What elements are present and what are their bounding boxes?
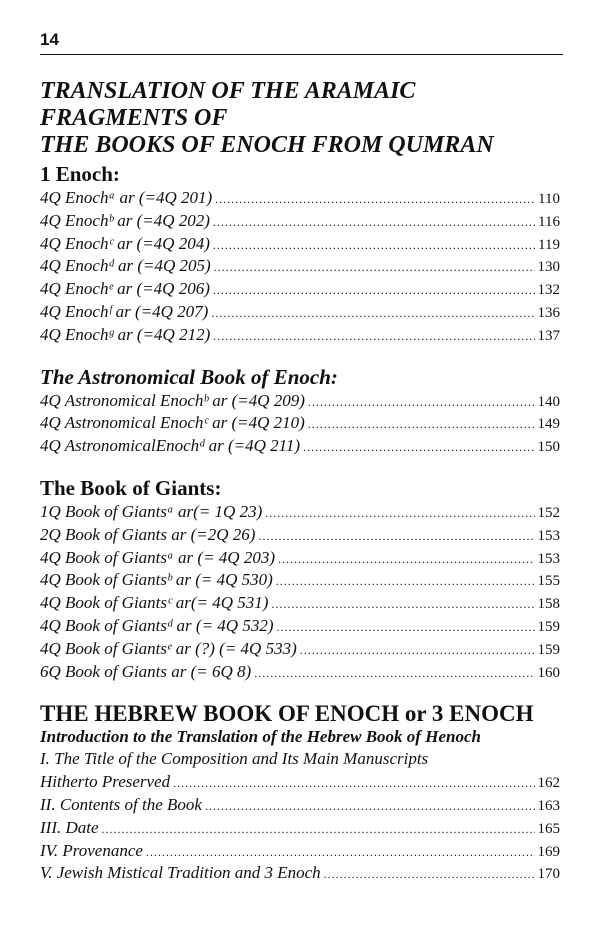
toc-entry-title: 4Q Enochᵈ ar (=4Q 205) [40,256,211,276]
toc-entry [40,794,560,817]
toc-entry-title: 4Q Enochᶠ ar (=4Q 207) [40,301,209,321]
toc-entry [40,501,560,524]
section-list-giants [40,501,560,683]
toc-entry [40,547,560,570]
dot-leader [205,795,535,818]
toc-entry-page: 153 [537,527,560,544]
toc-entry-page: 130 [537,259,560,276]
entry-first-line: I. The Title of the Composition and Its Main Manuscripts [40,749,429,769]
dot-leader [265,502,534,525]
toc-entry-title: 4Q Book of Giantsᵇ ar (= 4Q 530) [40,570,273,590]
toc-entry [40,817,560,840]
toc-entry-title: 4Q Enochᵇ ar (=4Q 202) [40,210,210,230]
toc-entry-page: 170 [537,866,560,883]
toc-entry [40,412,560,435]
toc-entry-page: 119 [538,236,560,253]
toc-entry-title: Hitherto Preserved [40,772,171,792]
toc-entry-title: 4Q Book of Giantsᵈ ar (= 4Q 532) [40,615,274,635]
toc-entry-title: III. Date [40,817,99,837]
dot-leader [308,391,535,414]
toc-content [40,78,560,885]
toc-entry-page: 160 [537,664,560,681]
dot-leader [213,279,535,302]
toc-entry [40,615,560,638]
toc-entry-title: 4Q Enochᶜ ar (=4Q 204) [40,233,210,253]
section-heading-giants: The Book of Giants: [40,475,222,500]
toc-entry-title: 2Q Book of Giants ar (=2Q 26) [40,524,256,544]
dot-leader [146,841,535,864]
toc-entry-page: 116 [538,213,560,230]
toc-entry-title: II. Contents of the Book [40,794,202,814]
toc-entry [40,301,560,324]
toc-entry [40,840,560,863]
toc-entry [40,524,560,547]
dot-leader [300,639,535,662]
toc-entry [40,771,560,794]
toc-entry-page: 140 [537,393,560,410]
toc-entry-page: 110 [538,191,560,207]
toc-entry-title: IV. Provenance [40,840,143,860]
dot-leader [215,188,535,211]
dot-leader [211,302,534,325]
section-heading-hebrew: THE HEBREW BOOK OF ENOCH or 3 ENOCH [40,701,534,727]
toc-entry [40,390,560,413]
dot-leader [214,256,535,279]
toc-entry [40,435,560,458]
dot-leader [271,593,534,616]
section-list-hebrew [40,771,560,885]
dot-leader [303,436,534,459]
section-heading-1-enoch: 1 Enoch: [40,162,120,186]
toc-entry-page: 163 [537,797,560,814]
toc-entry-title: 6Q Book of Giants ar (= 6Q 8) [40,661,252,681]
subheading-introduction: Introduction to the Translation of the Hebrew Book of Henoch [40,727,481,747]
toc-entry-title: 4Q Book of Giantsᶜ ar(= 4Q 531) [40,593,269,613]
section-list-astronomical [40,390,560,458]
toc-entry [40,592,560,615]
header-rule [40,54,563,55]
dot-leader [213,211,535,234]
toc-entry-page: 150 [537,439,560,456]
toc-entry-title: 4Q AstronomicalEnochᵈ ar (=4Q 211) [40,436,301,456]
toc-entry-page: 159 [537,641,560,658]
dot-leader [308,413,535,436]
toc-entry-page: 165 [537,820,560,837]
toc-entry-title: 4Q Enochᵍ ar (=4Q 212) [40,324,211,344]
toc-entry-title: 4Q Astronomical Enochᶜ ar (=4Q 210) [40,413,305,433]
toc-entry-title: 1Q Book of Giantsᵃ ar(= 1Q 23) [40,501,263,521]
toc-entry-page: 137 [537,327,560,344]
toc-entry [40,210,560,233]
toc-entry [40,324,560,347]
dot-leader [278,548,535,571]
toc-entry [40,862,560,885]
toc-entry-page: 132 [537,282,560,299]
toc-entry-page: 136 [537,304,560,321]
main-title-line1: TRANSLATION OF THE ARAMAIC FRAGMENTS OF [40,78,416,131]
page-number: 14 [40,30,59,49]
toc-entry-title: 4Q Book of Giantsᵃ ar (= 4Q 203) [40,547,275,567]
toc-entry-page: 152 [537,504,560,521]
main-title-line2: THE BOOKS OF ENOCH FROM QUMRAN [40,132,494,158]
toc-entry [40,233,560,256]
toc-entry-title: V. Jewish Mistical Tradition and 3 Enoch [40,863,321,883]
dot-leader [258,525,534,548]
toc-entry-title: 4Q Astronomical Enochᵇ ar (=4Q 209) [40,390,305,410]
dot-leader [102,818,535,841]
section-list-1-enoch [40,187,560,347]
toc-entry-page: 153 [537,550,560,567]
toc-entry-page: 169 [537,843,560,860]
dot-leader [213,234,535,257]
toc-entry-page: 158 [537,596,560,613]
dot-leader [276,616,534,639]
dot-leader [276,570,535,593]
toc-entry-title: 4Q Book of Giantsᵉ ar (?) (= 4Q 533) [40,638,297,658]
toc-entry [40,187,560,210]
toc-entry [40,661,560,684]
section-heading-astronomical: The Astronomical Book of Enoch: [40,364,338,389]
toc-entry-page: 149 [537,416,560,433]
dot-leader [173,772,534,795]
toc-entry [40,638,560,661]
dot-leader [324,863,535,886]
toc-entry-title: 4Q Enochᵉ ar (=4Q 206) [40,279,210,299]
toc-entry-page: 155 [537,573,560,590]
dot-leader [213,325,534,348]
toc-entry [40,569,560,592]
toc-entry-page: 162 [537,775,560,792]
toc-entry-title: 4Q Enochᵃ ar (=4Q 201) [40,188,213,207]
toc-entry [40,255,560,278]
toc-entry [40,278,560,301]
dot-leader [254,662,534,685]
toc-entry-page: 159 [537,618,560,635]
